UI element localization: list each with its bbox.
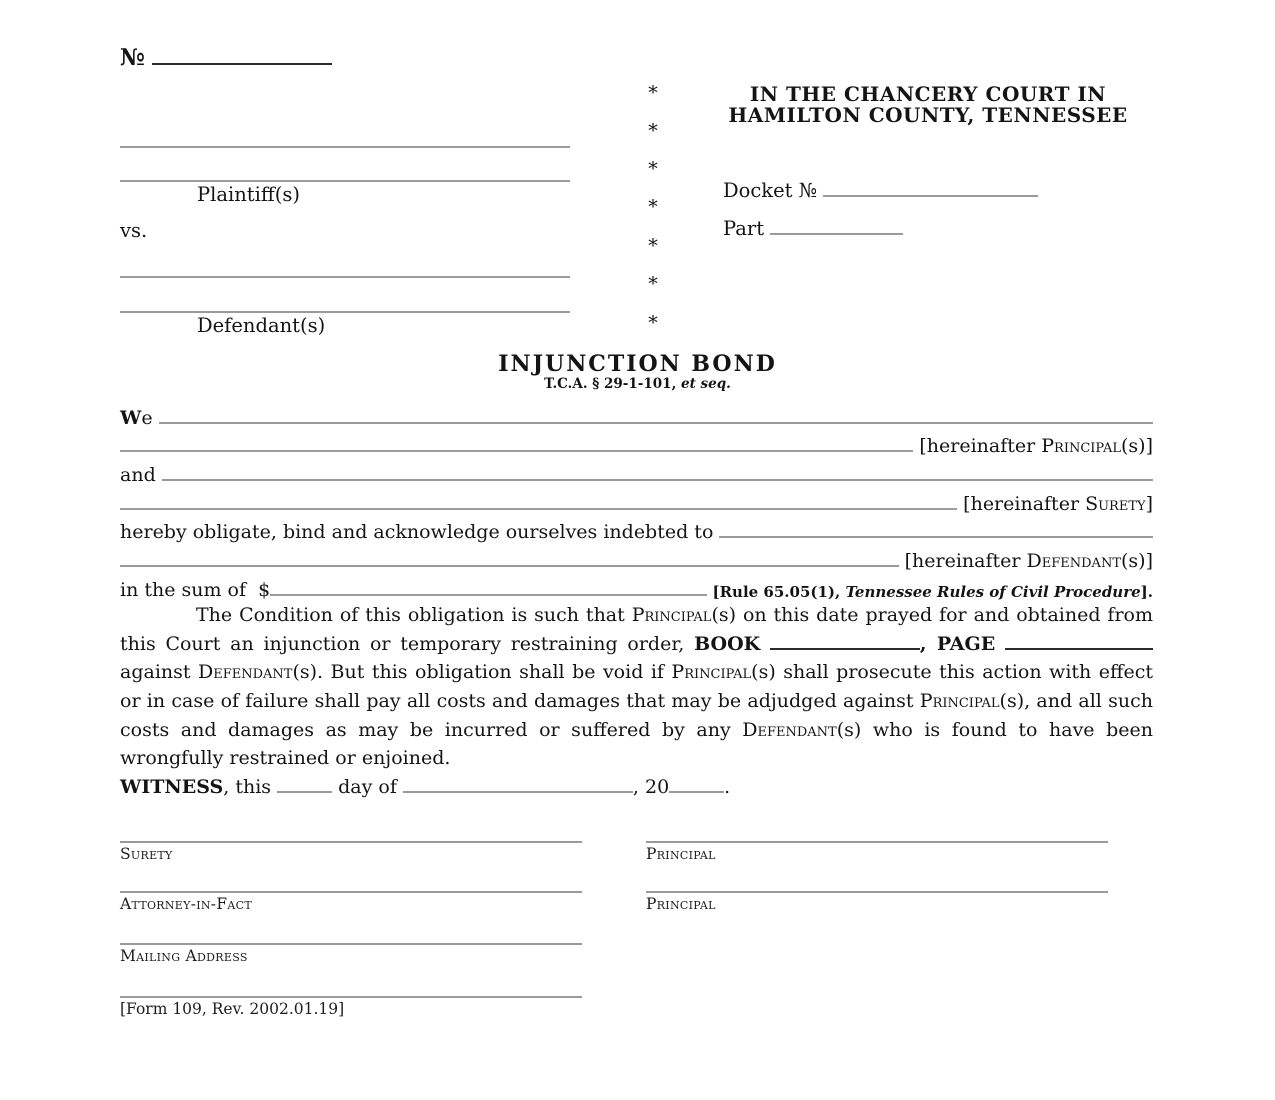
principal-name-input-line2[interactable] — [120, 440, 913, 452]
text-run: [hereinafter — [957, 492, 1086, 515]
text-run: (s) shall prosecute this action with effect or in case of failure shall pay all costs and damages that may be adjudged against — [120, 661, 1160, 712]
plaintiff-name-line-1[interactable] — [120, 146, 570, 148]
text-run: [hereinafter — [913, 435, 1042, 458]
text-run: (s) on this date prayed for and obtained from this Court an injunction or temporary restraining order, — [120, 603, 1160, 655]
text-run: Defendant — [1026, 550, 1121, 573]
surety-signature-line[interactable] — [120, 841, 582, 843]
form-line-hereinafter-principal — [120, 429, 1153, 458]
part-row — [723, 217, 903, 240]
page-number-input[interactable] — [1005, 638, 1153, 650]
defendant-name-input-line2[interactable] — [120, 555, 899, 567]
text-run: Surety — [1085, 492, 1146, 515]
defendant-name-line-1[interactable] — [120, 276, 570, 278]
asterisk-separator: * — [648, 273, 658, 295]
text-run: , — [919, 632, 937, 655]
text-run: . — [724, 776, 731, 799]
attorney-in-fact-label: Attorney-in-Fact — [120, 895, 252, 913]
part-label: Part — [723, 217, 765, 240]
text-run: BOOK — [694, 632, 761, 655]
form-number-input[interactable] — [152, 49, 332, 65]
text-run — [995, 633, 1005, 655]
court-title-line1: IN THE CHANCERY COURT IN — [749, 82, 1107, 106]
text-run: in the sum of $ — [120, 578, 271, 601]
text-run: Principal — [919, 689, 1000, 712]
asterisk-separator: * — [648, 235, 658, 257]
text-run: The Condition of this obligation is such that — [196, 603, 632, 626]
text-run: (s)] — [1121, 550, 1153, 573]
text-run: e — [141, 406, 159, 429]
surety-name-input-line1[interactable] — [162, 469, 1153, 481]
text-run: (s). But this obligation shall be void if — [292, 661, 672, 684]
docket-label: Docket № — [723, 179, 818, 202]
text-run: day of — [332, 776, 403, 799]
form-line-hereinafter-surety — [120, 486, 1153, 515]
court-title-line2: HAMILTON COUNTY, TENNESSEE — [728, 102, 1128, 127]
principal-label-2: Principal — [646, 895, 716, 913]
text-run: Rule 65.05(1), — [719, 582, 846, 601]
sum-amount-input[interactable] — [270, 584, 707, 596]
text-run: WITNESS — [120, 776, 224, 799]
witness-year-input[interactable] — [669, 781, 724, 793]
text-run: Principal — [631, 603, 712, 626]
text-run: Principal — [1041, 435, 1121, 458]
docket-number-input[interactable] — [823, 185, 1038, 197]
text-run: , this — [223, 776, 278, 799]
text-run: Tennessee Rules of Civil Procedure — [845, 582, 1141, 601]
text-run: [hereinafter — [898, 550, 1027, 573]
statute-citation — [0, 376, 1275, 392]
form-line-sum — [120, 572, 1153, 601]
text-run: Principal — [671, 661, 752, 684]
text-run: ] — [1145, 492, 1153, 515]
form-number-label: № — [120, 44, 145, 71]
text-run: [ — [707, 582, 720, 601]
mailing-address-line-1[interactable] — [120, 943, 582, 945]
docket-number-row — [723, 179, 1038, 202]
text-run: PAGE — [936, 632, 996, 655]
form-line-hereinafter-defendant — [120, 543, 1153, 572]
form-line-and — [120, 457, 1153, 486]
form-revision-footer: [Form 109, Rev. 2002.01.19] — [120, 1000, 345, 1018]
text-run: hereby obligate, bind and acknowledge ourselves indebted to — [120, 521, 720, 544]
text-run: , 20 — [632, 776, 670, 799]
text-run: W — [120, 406, 142, 429]
form-line-we — [120, 400, 1153, 429]
court-title — [700, 84, 1156, 125]
plaintiff-name-line-2[interactable] — [120, 180, 570, 182]
text-run: ]. — [1140, 582, 1153, 601]
defendant-label: Defendant(s) — [197, 314, 326, 337]
principal-label-1: Principal — [646, 845, 716, 863]
surety-label: Surety — [120, 845, 173, 863]
principal-name-input-line1[interactable] — [159, 412, 1153, 424]
mailing-address-line-2[interactable] — [120, 996, 582, 998]
text-run: (s) who is found to have been wrongfully restrained or enjoined. — [120, 718, 1160, 770]
text-run: et seq. — [680, 376, 731, 392]
part-input[interactable] — [770, 223, 903, 235]
text-run: T.C.A. § 29-1-101, — [544, 376, 681, 392]
document-title: INJUNCTION BOND — [498, 351, 777, 377]
asterisk-separator: * — [648, 158, 658, 180]
text-run: (s)] — [1121, 435, 1153, 458]
vs-label: vs. — [120, 219, 148, 242]
defendant-name-line-2[interactable] — [120, 311, 570, 313]
asterisk-separator: * — [648, 196, 658, 218]
asterisk-separator: * — [648, 312, 658, 334]
text-run: and — [120, 464, 162, 487]
text-run: Defendant — [198, 661, 293, 684]
plaintiff-label: Plaintiff(s) — [197, 183, 300, 206]
condition-paragraph — [120, 601, 1160, 773]
attorney-in-fact-signature-line[interactable] — [120, 891, 582, 893]
surety-name-input-line2[interactable] — [120, 498, 957, 510]
text-run: against — [120, 632, 1160, 684]
principal-signature-line-1[interactable] — [646, 841, 1108, 843]
text-run: (s), and all such costs and damages as may be incurred or suffered by any — [120, 689, 1160, 741]
book-number-input[interactable] — [770, 638, 920, 650]
form-line-indebted-to — [120, 515, 1153, 544]
text-run — [760, 633, 770, 655]
mailing-address-label: Mailing Address — [120, 947, 248, 965]
witness-day-input[interactable] — [277, 781, 332, 793]
bond-body — [120, 400, 1160, 802]
witness-line — [120, 773, 1153, 802]
form-number-row — [120, 44, 332, 71]
asterisk-separator: * — [648, 120, 658, 142]
text-run: Defendant — [742, 718, 837, 741]
defendant-name-input-line1[interactable] — [719, 526, 1153, 538]
witness-month-input[interactable] — [403, 781, 633, 793]
asterisk-separator: * — [648, 82, 658, 104]
principal-signature-line-2[interactable] — [646, 891, 1108, 893]
